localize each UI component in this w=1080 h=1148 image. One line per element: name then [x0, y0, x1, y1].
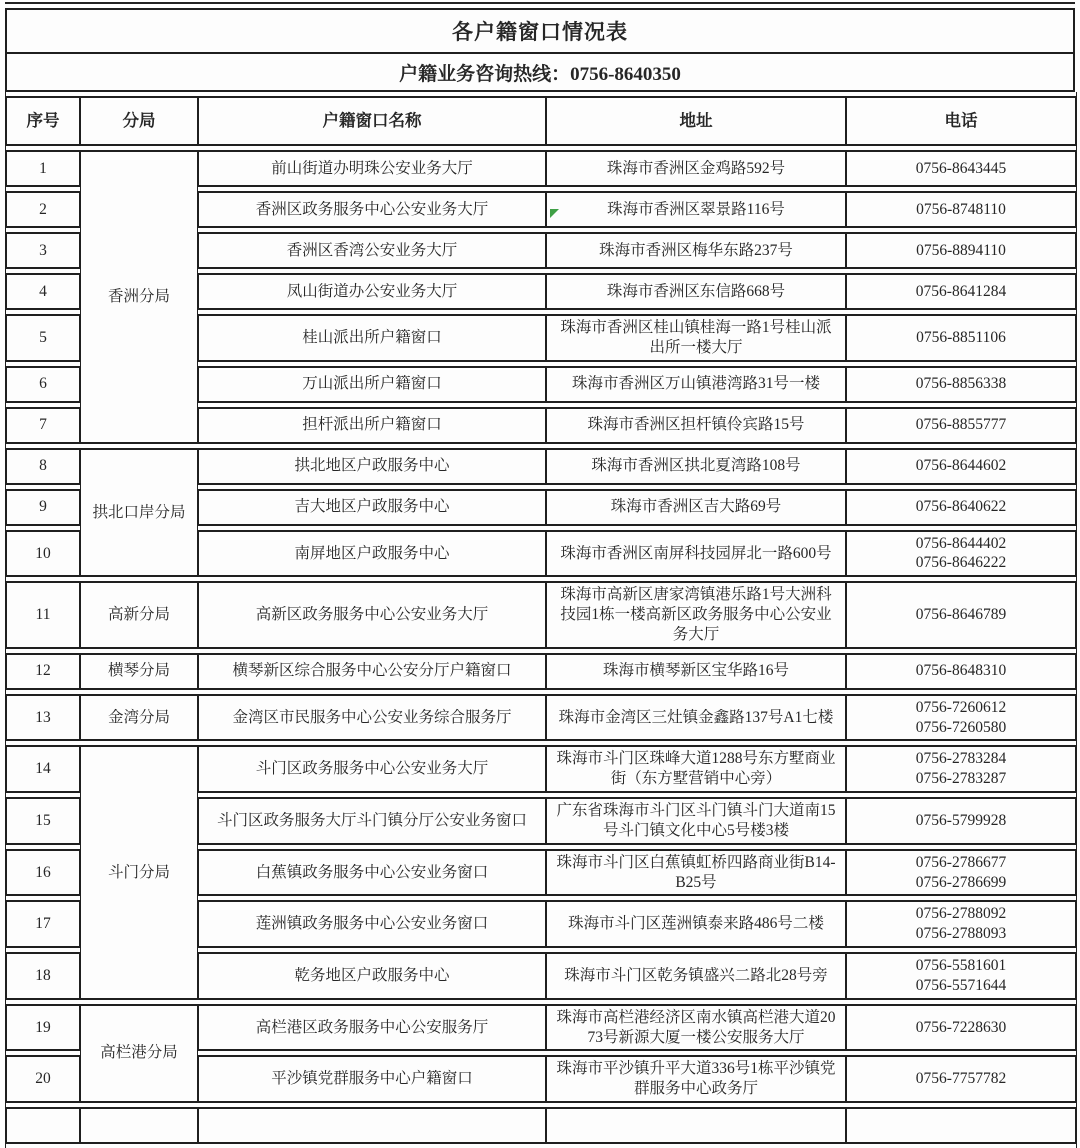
empty-cell — [846, 1107, 1076, 1144]
title-row — [6, 9, 1074, 53]
phone-number: 0756-2783287 — [915, 770, 1007, 788]
bureau-cell: 斗门分局 — [80, 745, 198, 999]
address-cell: 珠海市斗门区莲洲镇泰来路486号二楼 — [546, 900, 846, 948]
bureau-cell: 金湾分局 — [80, 694, 198, 742]
phone-number: 0756-8643445 — [915, 159, 1007, 177]
phone-number: 0756-2786677 — [915, 853, 1007, 871]
table-row — [6, 653, 1076, 690]
window-name-cell: 平沙镇党群服务中心户籍窗口 — [198, 1055, 546, 1103]
row-number-cell: 11 — [6, 581, 80, 648]
address-cell: 珠海市横琴新区宝华路16号 — [546, 653, 846, 690]
row-number-cell: 1 — [6, 150, 80, 187]
row-number-cell: 13 — [6, 694, 80, 742]
window-name-cell: 乾务地区户政服务中心 — [198, 952, 546, 1000]
page-title: 各户籍窗口情况表 — [6, 9, 1074, 53]
row-number-cell: 15 — [6, 797, 80, 845]
window-name-cell: 香洲区政务服务中心公安业务大厅 — [198, 191, 546, 228]
empty-cell — [546, 1107, 846, 1144]
row-number-cell: 5 — [6, 314, 80, 362]
phone-number: 0756-8851106 — [916, 328, 1006, 346]
row-number-cell: 8 — [6, 448, 80, 485]
phone-number: 0756-8748110 — [916, 200, 1006, 218]
window-name-cell: 金湾区市民服务中心公安业务综合服务厅 — [198, 694, 546, 742]
phone-cell — [846, 653, 1076, 690]
phone-number: 0756-5799928 — [915, 812, 1007, 830]
hotline-row — [6, 53, 1074, 91]
phone-cell — [846, 407, 1076, 444]
window-name-cell: 高新区政务服务中心公安业务大厅 — [198, 581, 546, 648]
row-number-cell: 3 — [6, 232, 80, 269]
bureau-cell: 香洲分局 — [80, 150, 198, 444]
table-row — [6, 1004, 1076, 1052]
row-number-cell: 16 — [6, 849, 80, 897]
address-cell: 珠海市平沙镇升平大道336号1栋平沙镇党群服务中心政务厅 — [546, 1055, 846, 1103]
phone-number: 0756-7757782 — [915, 1070, 1007, 1088]
window-name-cell: 斗门区政务服务大厅斗门镇分厅公安业务窗口 — [198, 797, 546, 845]
col-header-no: 序号 — [6, 96, 80, 146]
phone-number: 0756-7260612 — [915, 698, 1007, 716]
address-cell: 珠海市香洲区金鸡路592号 — [546, 150, 846, 187]
window-name-cell: 横琴新区综合服务中心公安分厅户籍窗口 — [198, 653, 546, 690]
phone-cell — [846, 314, 1076, 362]
address-cell: 珠海市香洲区东信路668号 — [546, 273, 846, 310]
phone-cell — [846, 952, 1076, 1000]
row-number-cell: 9 — [6, 489, 80, 526]
phone-number: 0756-8646222 — [915, 554, 1007, 572]
title-table — [5, 8, 1075, 92]
address-cell: 珠海市高栏港经济区南水镇高栏港大道2073号新源大厦一楼公安服务大厅 — [546, 1004, 846, 1052]
phone-cell — [846, 273, 1076, 310]
address-cell: 珠海市香洲区梅华东路237号 — [546, 232, 846, 269]
phone-number: 0756-7260580 — [915, 718, 1007, 736]
window-name-cell: 莲洲镇政务服务中心公安业务窗口 — [198, 900, 546, 948]
address-cell: 珠海市香洲区吉大路69号 — [546, 489, 846, 526]
table-row — [6, 448, 1076, 485]
row-number-cell: 7 — [6, 407, 80, 444]
window-name-cell: 白蕉镇政务服务中心公安业务窗口 — [198, 849, 546, 897]
column-header-row — [6, 96, 1076, 146]
window-name-cell: 高栏港区政务服务中心公安服务厅 — [198, 1004, 546, 1052]
phone-number: 0756-8641284 — [915, 282, 1007, 300]
bureau-cell: 拱北口岸分局 — [80, 448, 198, 578]
row-number-cell: 4 — [6, 273, 80, 310]
phone-number: 0756-8855777 — [915, 416, 1007, 434]
row-number-cell: 18 — [6, 952, 80, 1000]
row-number-cell: 6 — [6, 366, 80, 403]
window-name-cell: 担杆派出所户籍窗口 — [198, 407, 546, 444]
phone-number: 0756-2783284 — [915, 750, 1007, 768]
address-cell: 珠海市斗门区珠峰大道1288号东方墅商业街（东方墅营销中心旁） — [546, 745, 846, 793]
window-name-cell: 香洲区香湾公安业务大厅 — [198, 232, 546, 269]
window-name-cell: 桂山派出所户籍窗口 — [198, 314, 546, 362]
row-number-cell: 14 — [6, 745, 80, 793]
phone-cell — [846, 797, 1076, 845]
address-cell: 珠海市斗门区乾务镇盛兴二路北28号旁 — [546, 952, 846, 1000]
phone-number: 0756-8640622 — [915, 498, 1007, 516]
empty-cell — [80, 1107, 198, 1144]
phone-cell — [846, 530, 1076, 578]
bureau-cell: 横琴分局 — [80, 653, 198, 690]
phone-number: 0756-5581601 — [915, 957, 1007, 975]
phone-number: 0756-8646789 — [915, 606, 1007, 624]
window-name-cell: 吉大地区户政服务中心 — [198, 489, 546, 526]
row-number-cell: 12 — [6, 653, 80, 690]
row-number-cell: 19 — [6, 1004, 80, 1052]
row-number-cell: 2 — [6, 191, 80, 228]
phone-number: 0756-5571644 — [915, 976, 1007, 994]
window-name-cell: 万山派出所户籍窗口 — [198, 366, 546, 403]
phone-number: 0756-2788092 — [915, 905, 1007, 923]
address-cell: 珠海市香洲区万山镇港湾路31号一楼 — [546, 366, 846, 403]
phone-number: 0756-7228630 — [915, 1018, 1007, 1036]
phone-cell — [846, 694, 1076, 742]
phone-cell — [846, 232, 1076, 269]
address-cell: 珠海市金湾区三灶镇金鑫路137号A1七楼 — [546, 694, 846, 742]
empty-cell — [6, 1107, 80, 1144]
phone-cell — [846, 1055, 1076, 1103]
phone-cell — [846, 191, 1076, 228]
table-row — [6, 745, 1076, 793]
partial-clipped-row — [6, 1107, 1076, 1144]
row-number-cell: 10 — [6, 530, 80, 578]
phone-cell — [846, 150, 1076, 187]
phone-number: 0756-8856338 — [915, 375, 1007, 393]
hotline-text: 户籍业务咨询热线：0756-8640350 — [6, 53, 1074, 91]
phone-cell — [846, 900, 1076, 948]
address-cell: 珠海市斗门区白蕉镇虹桥四路商业街B14-B25号 — [546, 849, 846, 897]
row-number-cell: 20 — [6, 1055, 80, 1103]
window-name-cell: 前山街道办明珠公安业务大厅 — [198, 150, 546, 187]
window-name-cell: 凤山街道办公安业务大厅 — [198, 273, 546, 310]
table-row — [6, 150, 1076, 187]
phone-cell — [846, 581, 1076, 648]
phone-cell — [846, 489, 1076, 526]
phone-cell — [846, 745, 1076, 793]
phone-number: 0756-8644402 — [915, 534, 1007, 552]
empty-cell — [198, 1107, 546, 1144]
phone-cell — [846, 366, 1076, 403]
outer-top-border — [5, 2, 1075, 4]
address-cell: 珠海市香洲区翠景路116号 — [546, 191, 846, 228]
address-cell: 珠海市香洲区拱北夏湾路108号 — [546, 448, 846, 485]
phone-cell — [846, 849, 1076, 897]
phone-cell — [846, 448, 1076, 485]
bureau-cell: 高新分局 — [80, 581, 198, 648]
address-cell: 珠海市香洲区担杆镇伶宾路15号 — [546, 407, 846, 444]
bureau-cell: 高栏港分局 — [80, 1004, 198, 1103]
phone-number: 0756-8648310 — [915, 662, 1007, 680]
col-header-phone: 电话 — [846, 96, 1076, 146]
phone-cell — [846, 1004, 1076, 1052]
phone-number: 0756-8894110 — [916, 241, 1006, 259]
phone-number: 0756-2788093 — [915, 925, 1007, 943]
col-header-window-name: 户籍窗口名称 — [198, 96, 546, 146]
window-name-cell: 南屏地区户政服务中心 — [198, 530, 546, 578]
table-row — [6, 694, 1076, 742]
address-cell: 广东省珠海市斗门区斗门镇斗门大道南15号斗门镇文化中心5号楼3楼 — [546, 797, 846, 845]
household-registration-table — [5, 92, 1077, 1148]
phone-number: 0756-8644602 — [915, 457, 1007, 475]
registration-window-sheet — [5, 2, 1075, 1148]
phone-number: 0756-2786699 — [915, 873, 1007, 891]
address-cell: 珠海市香洲区桂山镇桂海一路1号桂山派出所一楼大厅 — [546, 314, 846, 362]
table-row — [6, 581, 1076, 648]
window-name-cell: 拱北地区户政服务中心 — [198, 448, 546, 485]
row-number-cell: 17 — [6, 900, 80, 948]
address-cell: 珠海市香洲区南屏科技园屏北一路600号 — [546, 530, 846, 578]
address-cell: 珠海市高新区唐家湾镇港乐路1号大洲科技园1栋一楼高新区政务服务中心公安业务大厅 — [546, 581, 846, 648]
green-artifact-mark — [550, 209, 559, 218]
col-header-bureau: 分局 — [80, 96, 198, 146]
col-header-address: 地址 — [546, 96, 846, 146]
window-name-cell: 斗门区政务服务中心公安业务大厅 — [198, 745, 546, 793]
